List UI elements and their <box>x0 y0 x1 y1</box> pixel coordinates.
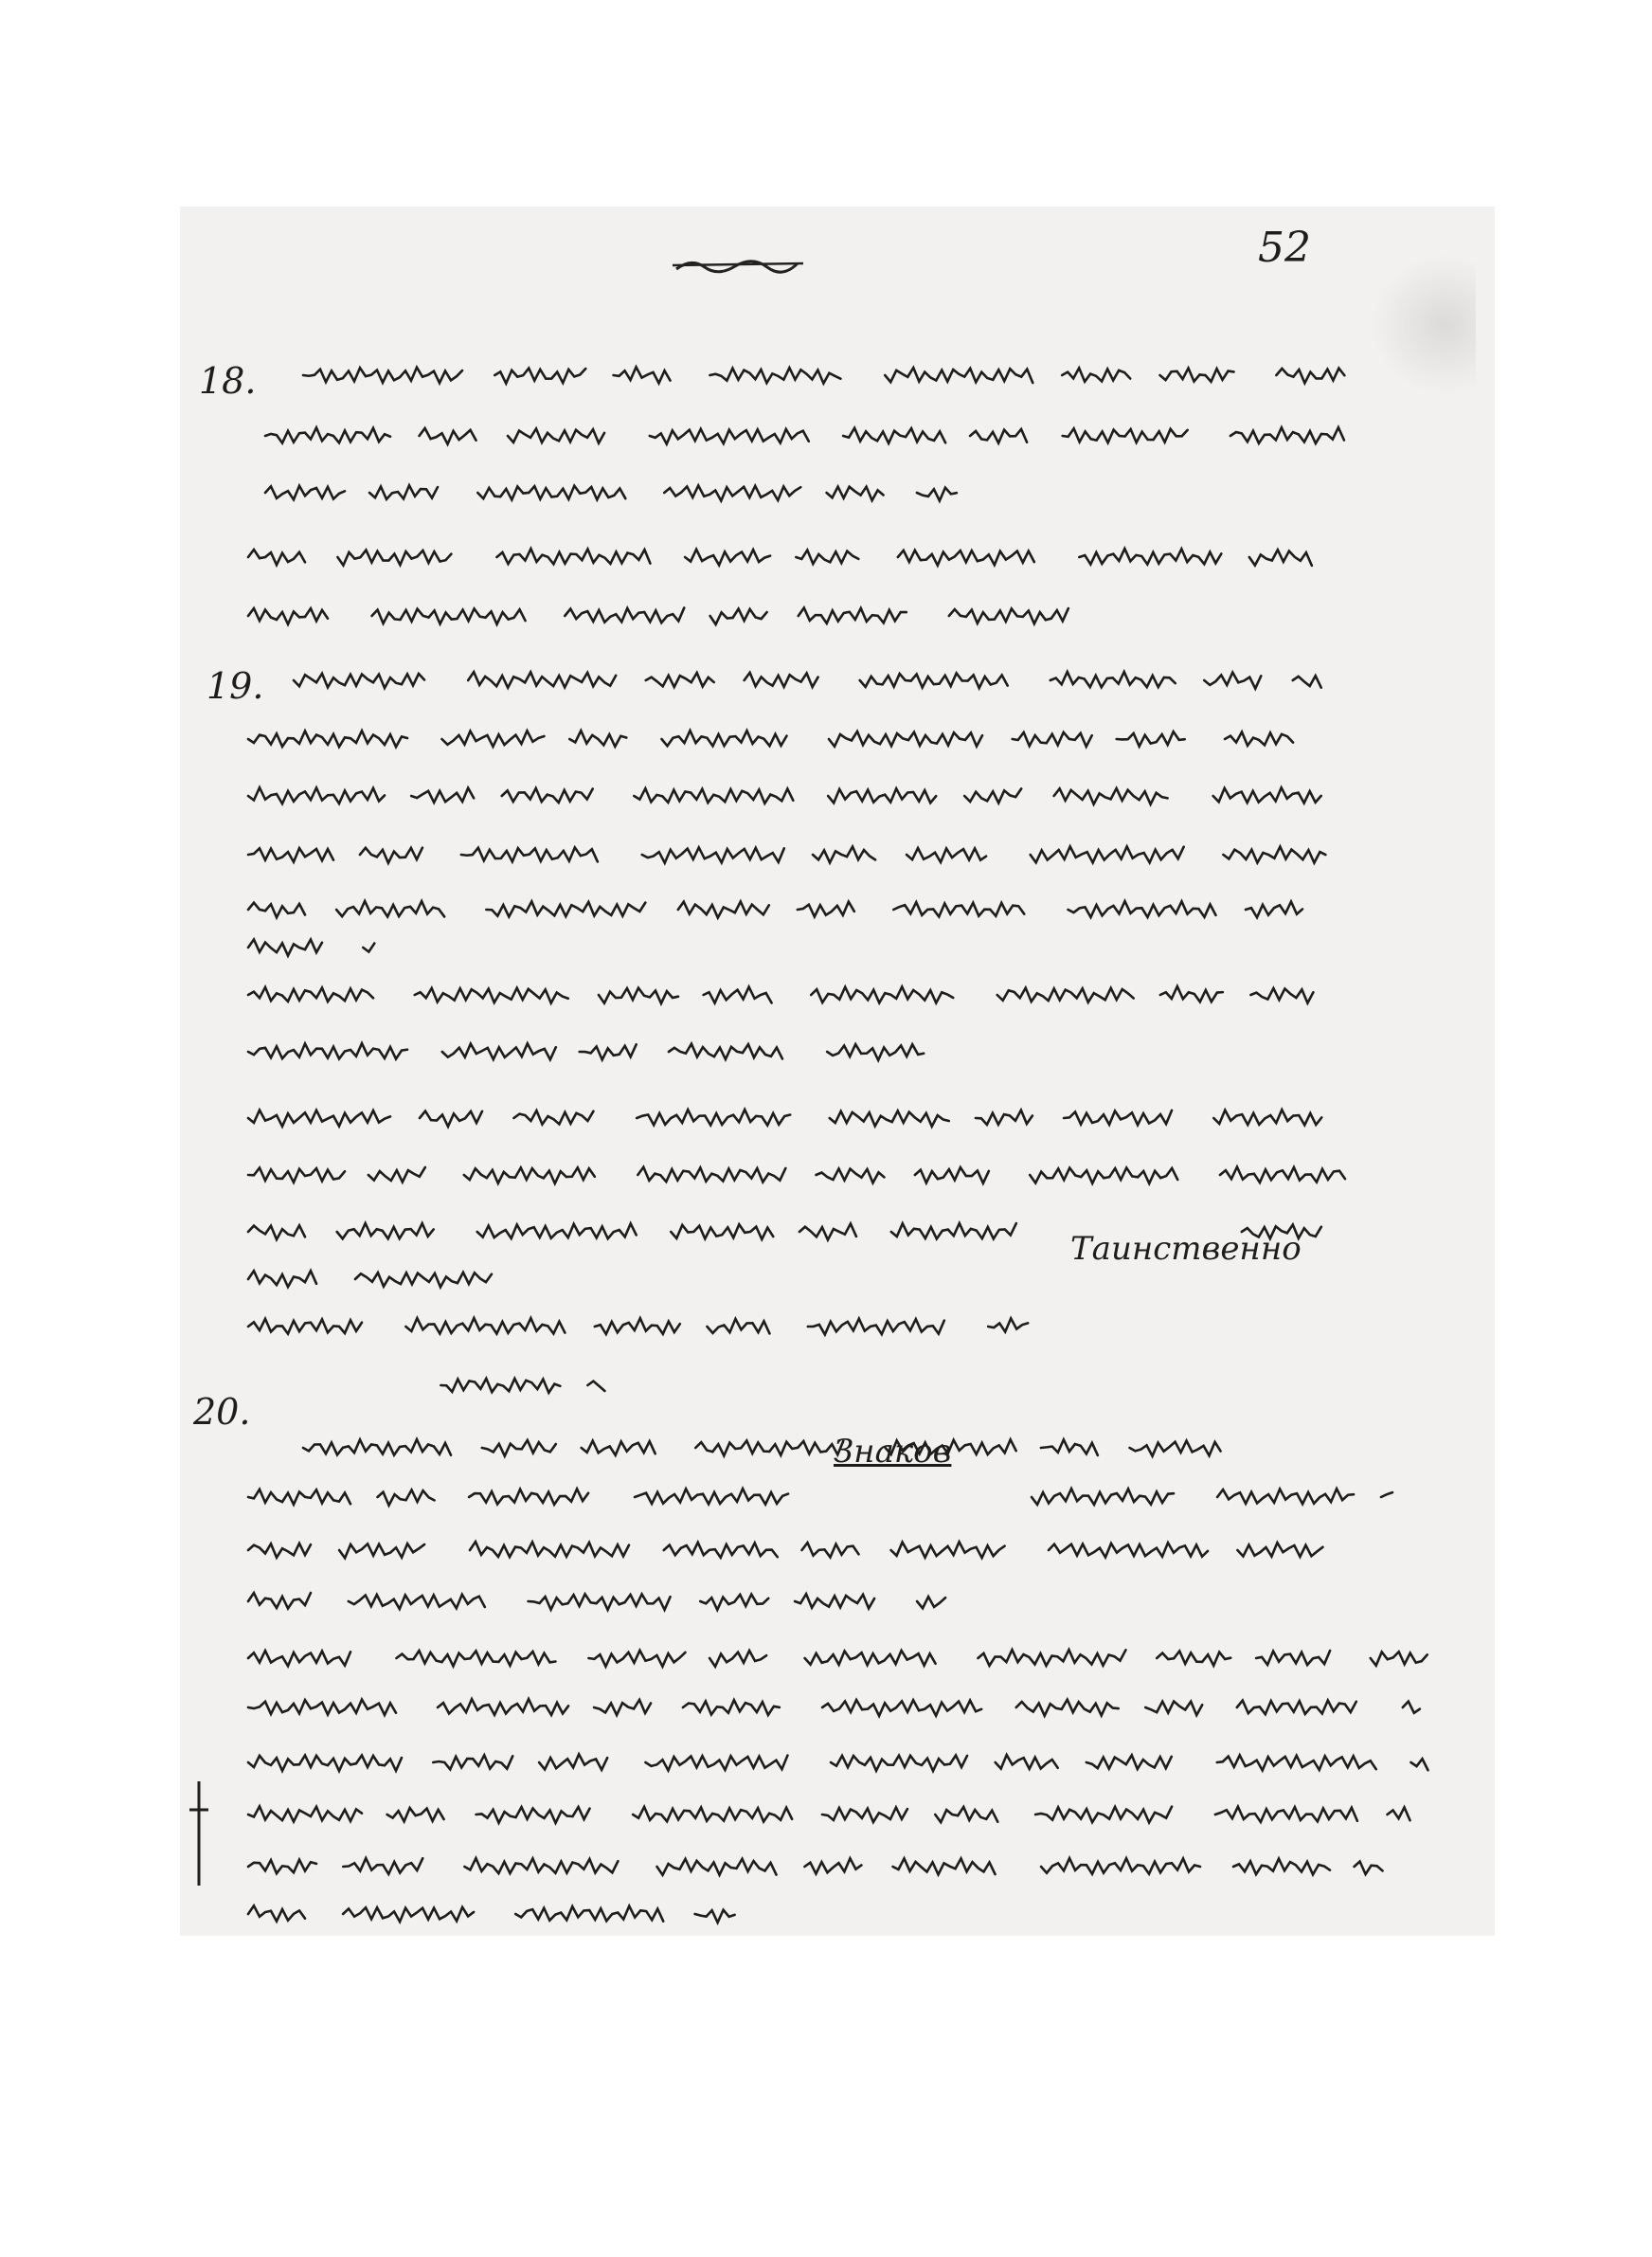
handwritten-line <box>294 672 1321 689</box>
handwritten-line <box>248 1754 1428 1771</box>
handwritten-line <box>248 1593 945 1610</box>
handwritten-line <box>303 1439 1221 1456</box>
handwritten-line <box>265 485 957 500</box>
readable-phrase-mysteriously: Таинственно <box>1070 1230 1302 1268</box>
handwritten-line <box>248 1542 1322 1558</box>
handwritten-line <box>248 846 1325 862</box>
handwritten-line <box>248 1905 735 1923</box>
handwritten-line <box>440 1379 604 1393</box>
handwritten-line <box>248 1271 492 1287</box>
handwritten-line <box>248 1167 1345 1183</box>
readable-phrase-signs: Знаков <box>834 1433 952 1471</box>
handwritten-line <box>248 1223 1321 1240</box>
handwritten-line <box>248 940 374 956</box>
handwritten-line <box>248 1699 1420 1716</box>
entry-number-19: 19. <box>206 665 264 707</box>
handwritten-line <box>303 367 1344 383</box>
entry-number-20: 20. <box>193 1391 251 1433</box>
handwritten-line <box>248 1489 1392 1506</box>
handwritten-line <box>248 1318 1028 1334</box>
handwritten-line <box>248 986 1313 1003</box>
page-number: 52 <box>1258 224 1311 272</box>
handwritten-line <box>248 731 1293 747</box>
handwritten-line <box>248 607 1068 624</box>
entry-number-18: 18. <box>199 360 257 402</box>
handwritten-line <box>248 549 1342 566</box>
handwritten-line <box>248 901 1302 918</box>
handwritten-line <box>265 427 1344 444</box>
handwritten-line <box>248 1110 1321 1127</box>
handwritten-line <box>248 1806 1410 1823</box>
handwritten-line <box>248 1858 1383 1875</box>
handwritten-line <box>248 1043 924 1060</box>
margin-bracket <box>189 1781 208 1886</box>
handwritten-line <box>248 787 1321 804</box>
handwritten-line <box>248 1650 1428 1667</box>
